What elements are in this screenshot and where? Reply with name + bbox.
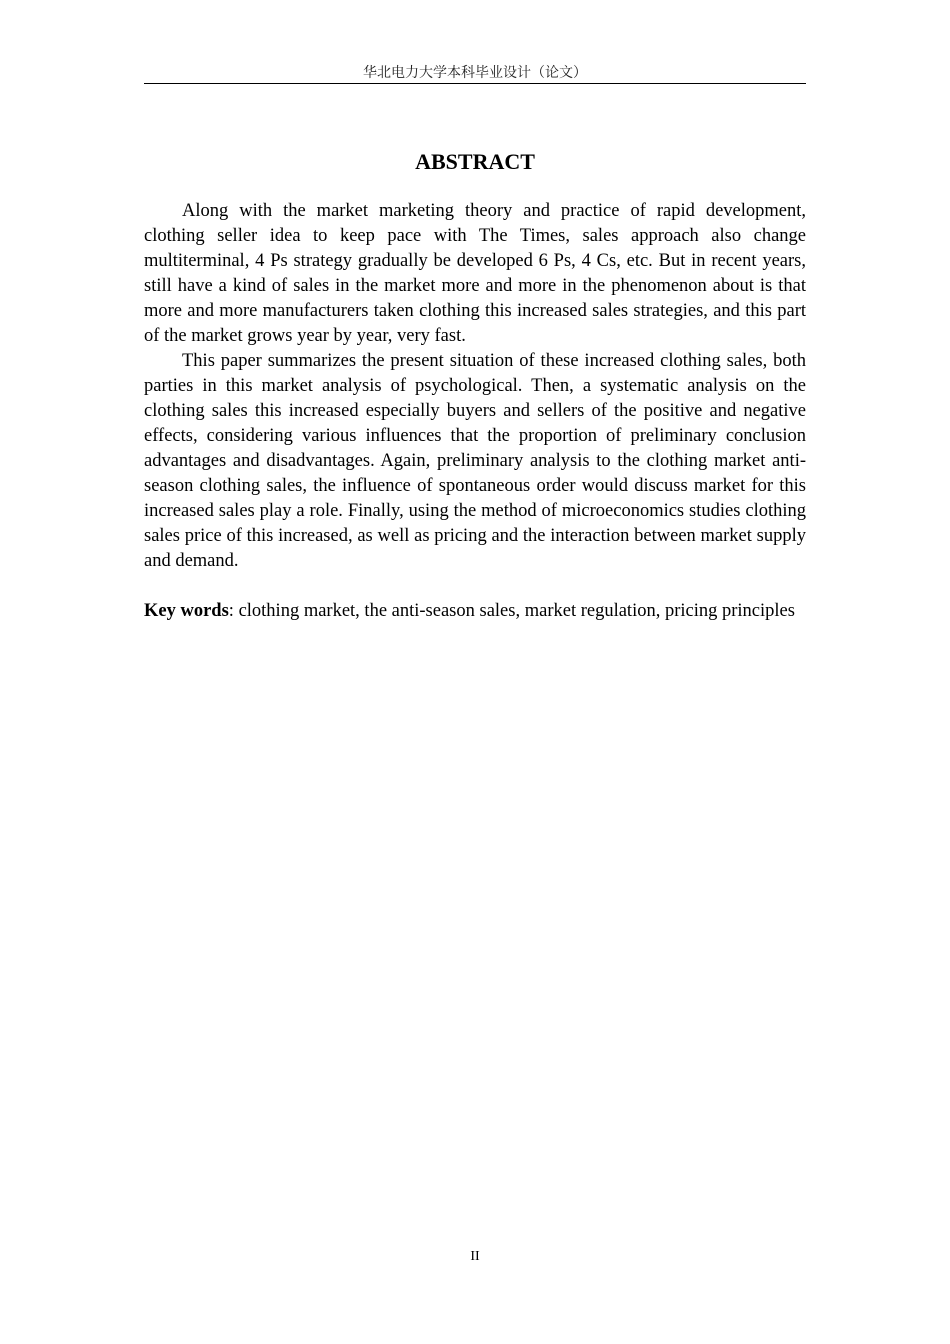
abstract-paragraph-2: This paper summarizes the present situation of these increased clothing sales, both parties in this market analysis of psychological. Then, a systematic analysis on the clothing sales this increased especially buyers and sellers of the positive and negative effects, considering various influences that the proportion of preliminary conclusion advantages and disadvantages. Again, preliminary analysis to the clothing market anti-season clothing sales, the influence of spontaneous order would discuss market for this increased sales play a role. Finally, using the method of microeconomics studies clothing sales price of this increased, as well as pricing and the interaction between market supply and demand. (144, 351, 806, 571)
running-header: 华北电力大学本科毕业设计（论文） (363, 65, 587, 81)
keywords-line (144, 599, 806, 624)
header-rule (144, 83, 806, 84)
abstract-body (144, 199, 806, 624)
abstract-paragraph-1: Along with the market marketing theory and practice of rapid development, clothing seller idea to keep pace with The Times, sales approach also change multiterminal, 4 Ps strategy gradually be developed 6 Ps, 4 Cs, etc. But in recent years, still have a kind of sales in the market more and more in the phenomenon about is that more and more manufacturers taken clothing this increased sales strategies, and this part of the market grows year by year, very fast. (144, 201, 806, 346)
keywords-text: clothing market, the anti-season sales, market regulation, pricing principles (233, 601, 795, 621)
keywords-label: Key words (144, 601, 229, 621)
abstract-title: ABSTRACT (415, 149, 535, 174)
page-number: II (470, 1249, 480, 1264)
keywords-separator: : (228, 601, 234, 621)
